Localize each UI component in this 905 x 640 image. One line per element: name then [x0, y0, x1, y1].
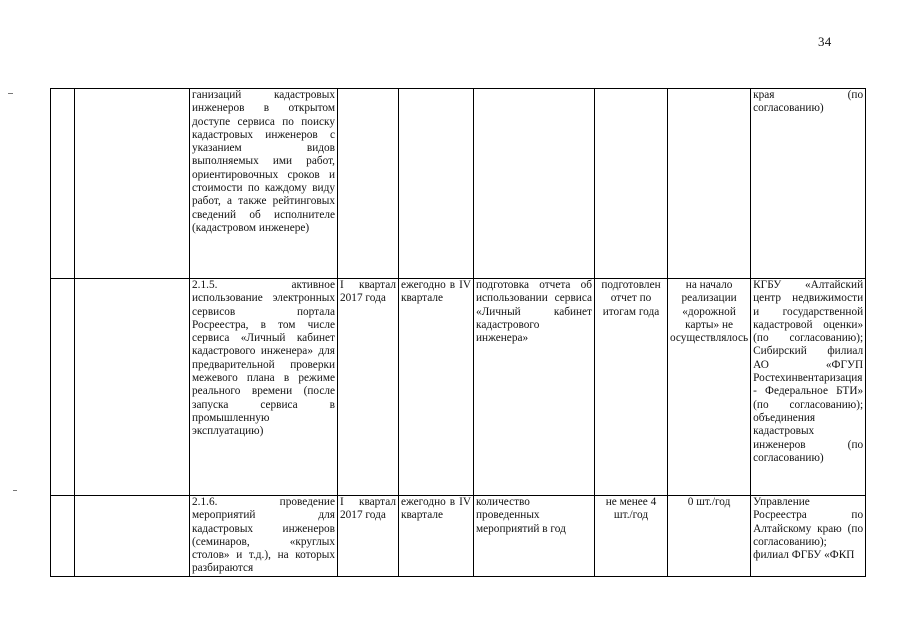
cell-responsible: края (по согласованию) [751, 89, 866, 279]
cell-target [595, 89, 668, 279]
cell-number [51, 89, 75, 279]
cell-initial [668, 89, 751, 279]
cell-responsible: КГБУ «Алтайский центр недвижимости и государственной кадастровой оценки» (по согласованию); Сибирский филиал АО «ФГУП Ростехинвентаризация - Федеральное БТИ» (по согласованию); объединения кадастровых инженеров (по согласованию) [751, 279, 866, 496]
cell-target: подготовлен отчет по итогам года [595, 279, 668, 496]
cell-number [51, 496, 75, 577]
cell-initial: на начало реализации «дорожной карты» не осуществлялось [668, 279, 751, 496]
cell-start: I квартал 2017 года [338, 496, 399, 577]
cell-start [338, 89, 399, 279]
cell-measure [75, 496, 190, 577]
cell-responsible: Управление Росреестра по Алтайскому краю (по согласованию); филиал ФГБУ «ФКП [751, 496, 866, 577]
cell-period: ежегодно в IV квартале [399, 279, 474, 496]
cell-indicator: количество проведенных мероприятий в год [474, 496, 595, 577]
table-row [51, 89, 866, 279]
cell-description: ганизаций кадастровых инженеров в открытом доступе сервиса по поиску кадастровых инженеров с указанием видов выполняемых ими работ, ориентировочных сроков и стоимости по каждому виду работ, а также рейтинговых сведений об исполнителе (кадастровом инженере) [190, 89, 338, 279]
roadmap-table [50, 88, 866, 577]
cell-target: не менее 4 шт./год [595, 496, 668, 577]
plan-table-wrapper [50, 88, 866, 577]
cell-number [51, 279, 75, 496]
cell-measure [75, 89, 190, 279]
cell-indicator: подготовка отчета об использовании сервиса «Личный кабинет кадастрового инженера» [474, 279, 595, 496]
left-margin-tick [8, 93, 13, 94]
cell-start: I квартал 2017 года [338, 279, 399, 496]
cell-description: 2.1.5. активное использование электронных сервисов портала Росреестра, в том числе сервиса «Личный кабинет кадастрового инженера» для предварительной проверки межевого плана в режиме реального времени (после запуска сервиса в промышленную эксплуатацию) [190, 279, 338, 496]
page-number: 34 [818, 34, 832, 49]
left-margin-tick [13, 490, 17, 491]
cell-description: 2.1.6. проведение мероприятий для кадастровых инженеров (семинаров, «круглых столов» и т.д.), на которых разбираются [190, 496, 338, 577]
cell-period: ежегодно в IV квартале [399, 496, 474, 577]
table-row [51, 496, 866, 577]
cell-initial: 0 шт./год [668, 496, 751, 577]
cell-indicator [474, 89, 595, 279]
table-row [51, 279, 866, 496]
cell-measure [75, 279, 190, 496]
cell-period [399, 89, 474, 279]
